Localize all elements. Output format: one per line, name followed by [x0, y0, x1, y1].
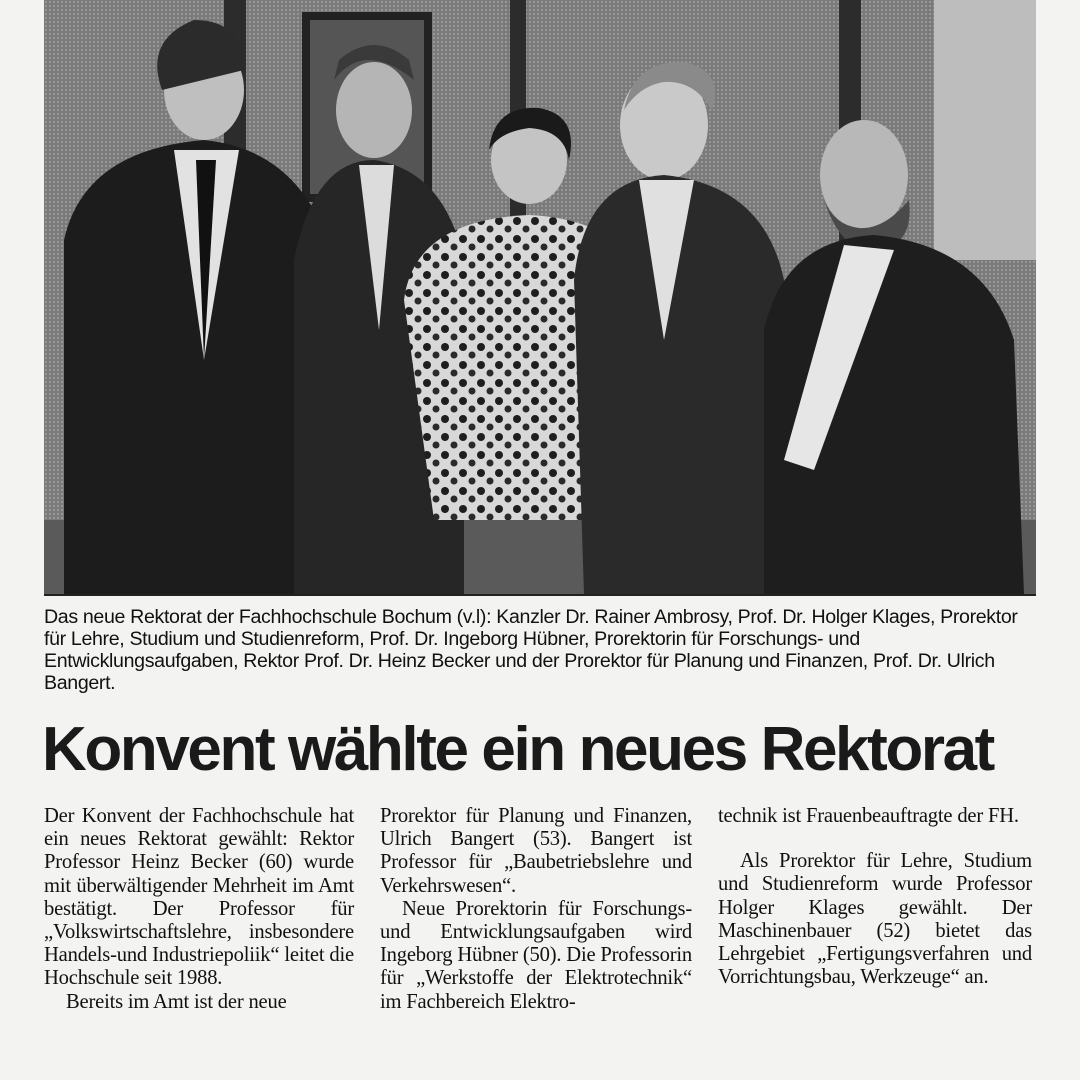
article-paragraph: Als Prorektor für Lehre, Studium und Studienreform wurde Professor Holger Klages gewählt. Der Maschinenbauer (52) bietet das Lehrgebiet „Fertigungsverfahren und Vorrichtungsbau, Werkzeuge“ an. — [718, 850, 1032, 989]
article-column-1 — [44, 805, 354, 1014]
group-photo — [44, 0, 1036, 596]
article-paragraph: Der Konvent der Fachhochschule hat ein neues Rektorat gewählt: Rektor Professor Heinz Becker (60) wurde mit überwältigender Mehrheit im Amt bestätigt. Der Professor für „Volkswirtschaftslehre, insbesondere Handels-und Industriepoliik“ leitet die Hochschule seit 1988. — [44, 805, 354, 990]
photo-illustration — [44, 0, 1036, 594]
article-column-2 — [380, 805, 692, 1014]
headline: Konvent wählte ein neues Rektorat — [42, 715, 993, 784]
article-paragraph: Prorektor für Planung und Finanzen, Ulrich Bangert (53). Bangert ist Professor für „Baubetriebslehre und Verkehrswesen“. — [380, 805, 692, 897]
article-paragraph: Neue Prorektorin für Forschungs- und Entwicklungsaufgaben wird Ingeborg Hübner (50). Die Professorin für „Werkstoffe der Elektrotechnik“ im Fachbereich Elektro- — [380, 897, 692, 1013]
photo-caption: Das neue Rektorat der Fachhochschule Bochum (v.l): Kanzler Dr. Rainer Ambrosy, Prof. Dr. Holger Klages, Prorektor für Lehre, Studium und Studienreform, Prof. Dr. Ingeborg Hübner, Prorektorin für Forschungs- und Entwicklungsaufgaben, Rektor Prof. Dr. Heinz Becker und der Prorektor für Planung und Finanzen, Prof. Dr. Ulrich Bangert. — [44, 606, 1018, 694]
article-paragraph: technik ist Frauenbeauftragte der FH. — [718, 805, 1019, 827]
article-column-3 — [718, 805, 1032, 989]
article-paragraph: Bereits im Amt ist der neue — [66, 990, 287, 1013]
